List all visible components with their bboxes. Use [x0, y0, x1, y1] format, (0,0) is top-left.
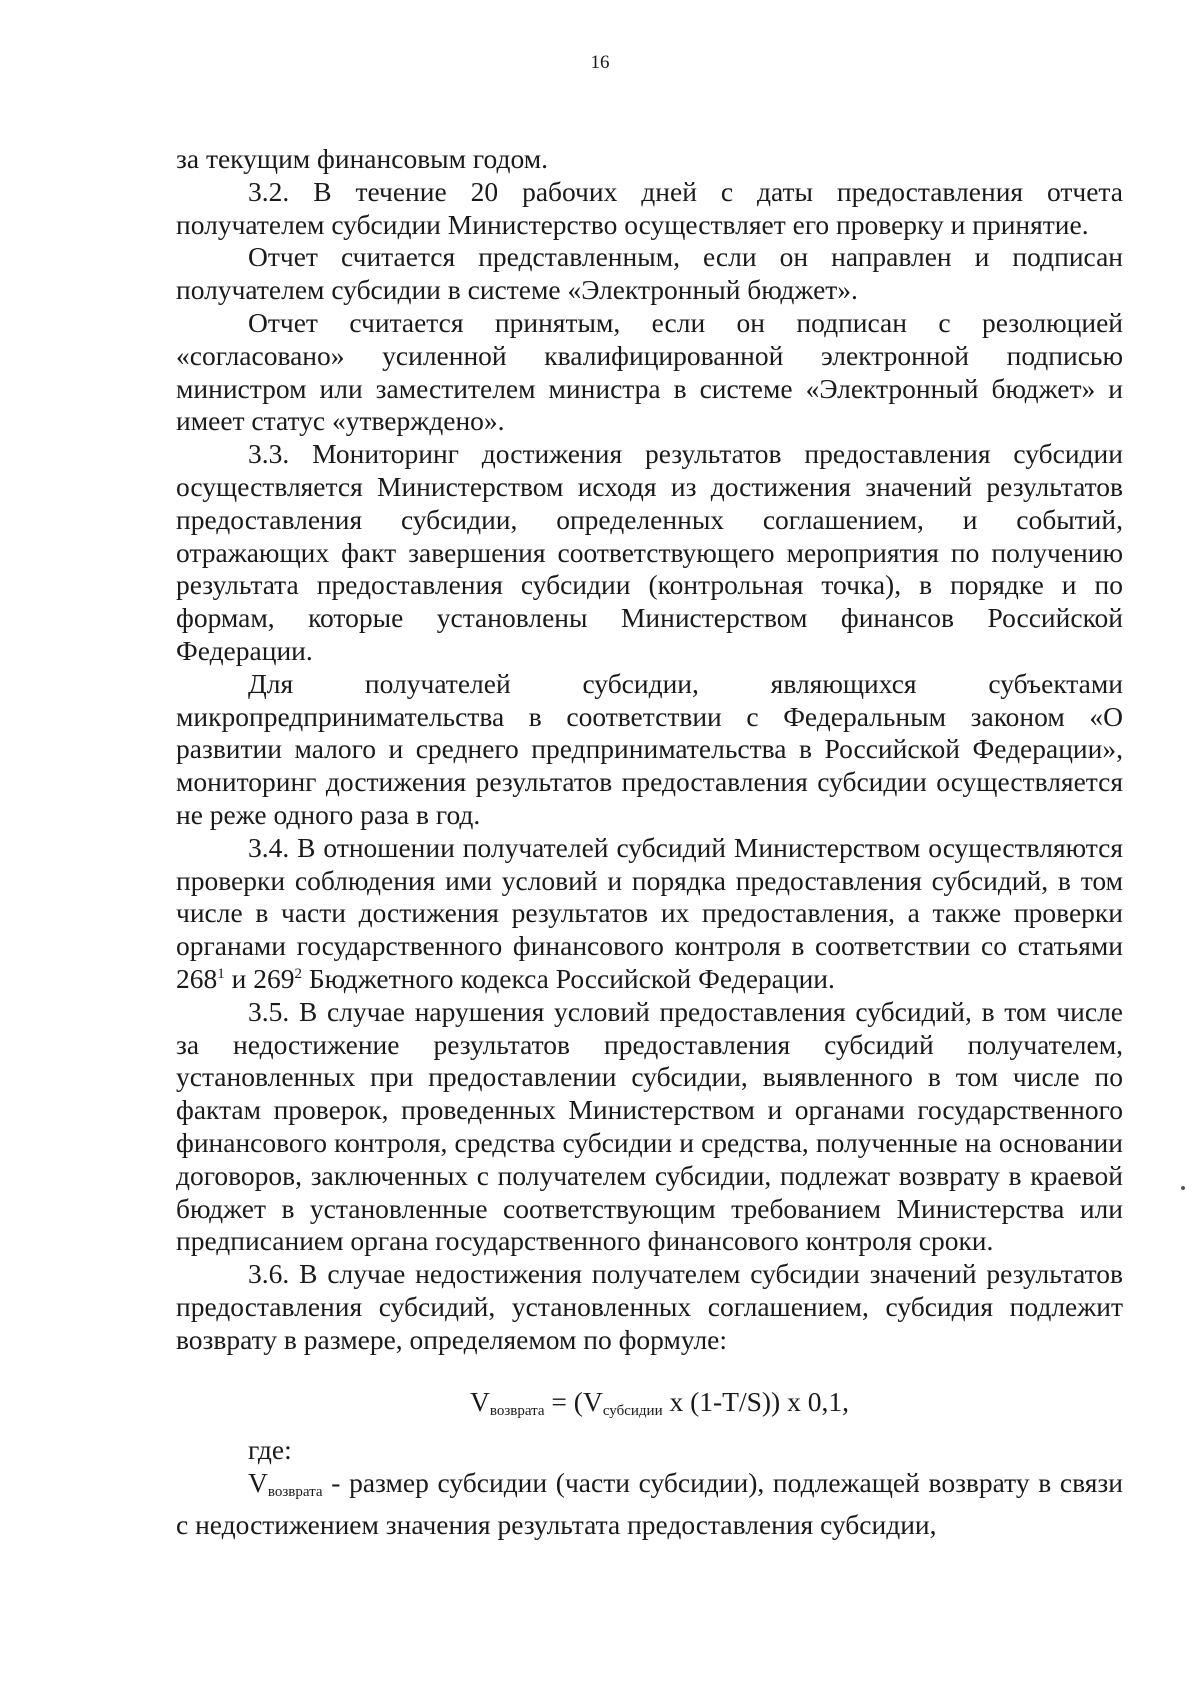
formula-sub-subsidy: субсидии [602, 1403, 663, 1420]
scan-dot [1181, 1186, 1185, 1190]
paragraph-3-2: 3.2. В течение 20 рабочих дней с даты предоставления отчета получателем субсидии Министерство осуществляет его проверку и принятие. [176, 175, 1123, 240]
article-superscript-1: 1 [217, 965, 225, 982]
paragraph-report-accepted: Отчет считается принятым, если он подписан с резолюцией «согласовано» усиленной квалифицированной электронной подписью министром или заместителем министра в системе «Электронный бюджет» и имеет статус «утверждено». [176, 306, 1123, 437]
page-number: 16 [590, 52, 610, 73]
article-superscript-2: 2 [294, 965, 302, 982]
paragraph-report-submitted: Отчет считается представленным, если он направлен и подписан получателем субсидии в системе «Электронный бюджет». [176, 241, 1123, 306]
formula-rest: x (1-T/S)) x 0,1, [662, 1386, 849, 1418]
definition-v: V [248, 1467, 268, 1499]
paragraph-3-4-text-3: Бюджетного кодекса Российской Федерации. [301, 962, 835, 994]
paragraph-3-4-text-2: и 269 [224, 962, 295, 994]
paragraph-3-3: 3.3. Мониторинг достижения результатов предоставления субсидии осуществляется Министерством исходя из достижения значений результатов предоставления субсидии, определенных соглашением, и событий, отражающих факт завершения соответствующего мероприятия по получению результата предоставления субсидии (контрольная точка), в порядке и по формам, которые установлены Министерством финансов Российской Федерации. [176, 438, 1123, 666]
where-label: где: [248, 1434, 292, 1466]
paragraph-continuation: за текущим финансовым годом. [176, 143, 548, 174]
formula-v: V [470, 1386, 490, 1418]
formula-equals: = (V [544, 1386, 603, 1418]
paragraph-3-4 [176, 832, 1123, 996]
refund-formula [176, 1386, 1123, 1428]
formula-sub-refund: возврата [489, 1403, 545, 1420]
paragraph-3-5: 3.5. В случае нарушения условий предоставления субсидий, в том числе за недостижение результатов предоставления субсидий получателем, установленных при предоставлении субсидии, выявленного в том числе по фактам проверок, проведенных Министерством и органами государственного финансового контроля, средства субсидии и средства, полученные на основании договоров, заключенных с получателем субсидии, подлежат возврату в краевой бюджет в установленные соответствующим требованием Министерства или предписанием органа государственного финансового контроля сроки. [176, 995, 1123, 1257]
paragraph-3-4-text-1: 3.4. В отношении получателей субсидий Министерством осуществляются проверки соблюдения ими условий и порядка предоставления субсидий, в том числе в части достижения результатов их предоставления, а также проверки органами государственного финансового контроля в соответствии со статьями 268 [176, 831, 1123, 994]
paragraph-micro-enterprises: Для получателей субсидии, являющихся субъектами микропредпринимательства в соответствии с Федеральным законом «О развитии малого и среднего предпринимательства в Российской Федерации», мониторинг достижения результатов предоставления субсидии осуществляется не реже одного раза в год. [176, 667, 1123, 830]
definition-text: - размер субсидии (части субсидии), подлежащей возврату в связи с недостижением значения результата предоставления субсидии, [176, 1467, 1123, 1540]
definition-sub: возврата [267, 1484, 323, 1501]
paragraph-3-6: 3.6. В случае недостижения получателем субсидии значений результатов предоставления субсидий, установленных соглашением, субсидия подлежит возврату в размере, определяемом по формуле: [176, 1258, 1123, 1355]
definition-v-refund [176, 1467, 1123, 1542]
document-body [176, 143, 1123, 1542]
